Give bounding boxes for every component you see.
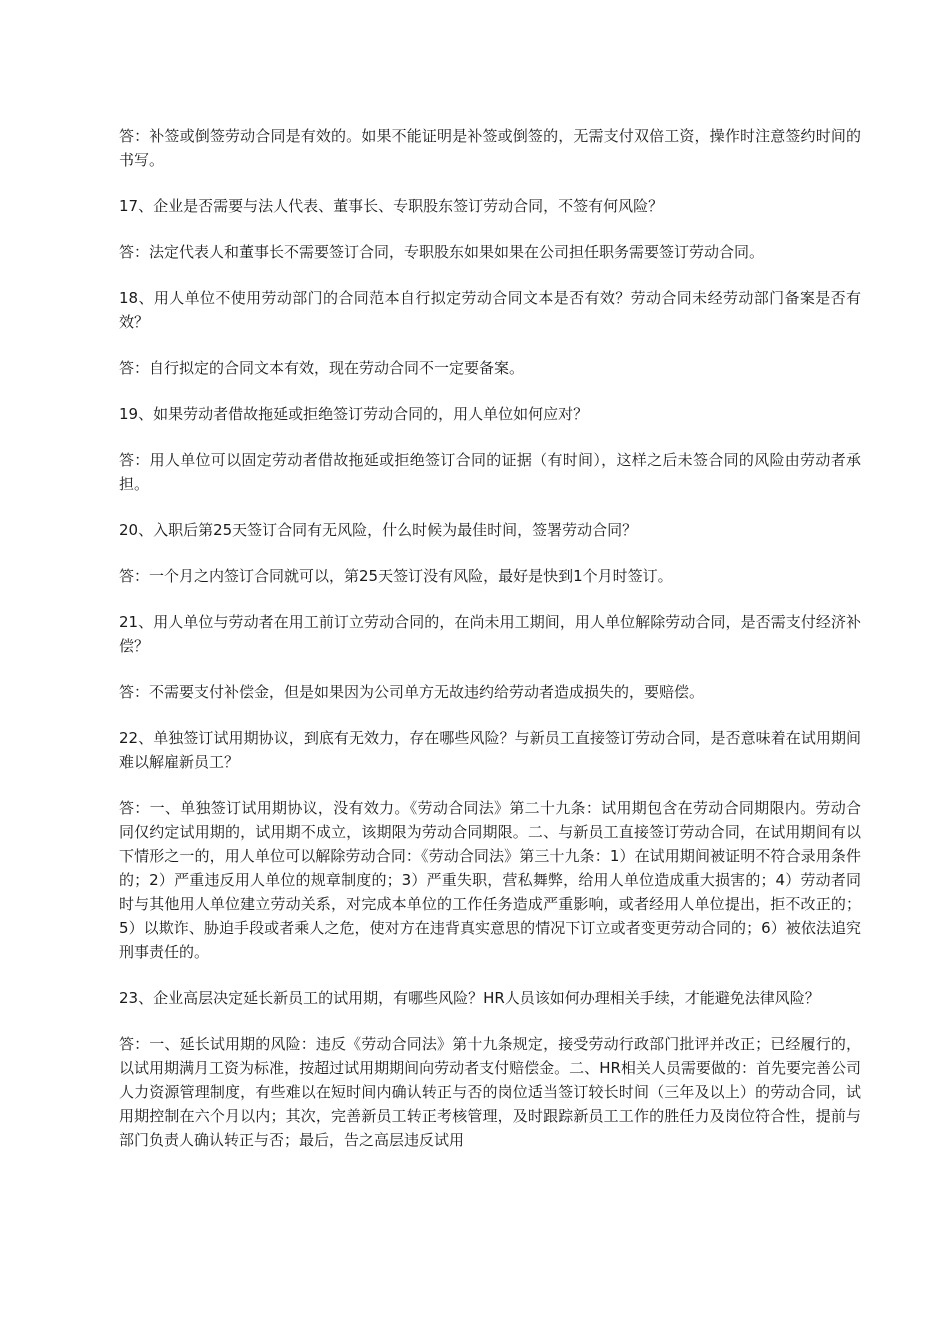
answer-paragraph: 答：用人单位可以固定劳动者借故拖延或拒绝签订合同的证据（有时间），这样之后未签合同的风险由劳动者承担。: [119, 451, 861, 493]
answer-paragraph: 答：法定代表人和董事长不需要签订合同，专职股东如果如果在公司担任职务需要签订劳动合同。: [119, 243, 765, 261]
question-paragraph: 18、用人单位不使用劳动部门的合同范本自行拟定劳动合同文本是否有效？劳动合同未经劳动部门备案是否有效？: [119, 289, 861, 331]
question-paragraph: 21、用人单位与劳动者在用工前订立劳动合同的，在尚未用工期间，用人单位解除劳动合同，是否需支付经济补偿？: [119, 613, 861, 655]
question-paragraph: 20、入职后第25天签订合同有无风险，什么时候为最佳时间，签署劳动合同？: [119, 521, 638, 539]
answer-paragraph: 答：补签或倒签劳动合同是有效的。如果不能证明是补签或倒签的，无需支付双倍工资，操作时注意签约时间的书写。: [119, 127, 861, 169]
question-paragraph: 17、企业是否需要与法人代表、董事长、专职股东签订劳动合同，不签有何风险？: [119, 197, 664, 215]
question-paragraph: 19、如果劳动者借故拖延或拒绝签订劳动合同的，用人单位如何应对？: [119, 405, 589, 423]
answer-paragraph: 答：一、延长试用期的风险：违反《劳动合同法》第十九条规定，接受劳动行政部门批评并改正；已经履行的，以试用期满月工资为标准，按超过试用期期间向劳动者支付赔偿金。二、HR相关人员需要做的：首先要完善公司人力资源管理制度，有些难以在短时间内确认转正与否的岗位适当签订较长时间（三年及以上）的劳动合同，试用期控制在六个月以内；其次，完善新员工转正考核管理，及时跟踪新员工工作的胜任力及岗位符合性，提前与部门负责人确认转正与否；最后，告之高层违反试用: [119, 1035, 861, 1149]
answer-paragraph: 答：一个月之内签订合同就可以，第25天签订没有风险，最好是快到1个月时签订。: [119, 567, 673, 585]
answer-paragraph: 答：一、单独签订试用期协议，没有效力。《劳动合同法》第二十九条：试用期包含在劳动合同期限内。劳动合同仅约定试用期的，试用期不成立，该期限为劳动合同期限。二、与新员工直接签订劳动合同，在试用期间有以下情形之一的，用人单位可以解除劳动合同：《劳动合同法》第三十九条：1）在试用期间被证明不符合录用条件的；2）严重违反用人单位的规章制度的；3）严重失职，营私舞弊，给用人单位造成重大损害的；4）劳动者同时与其他用人单位建立劳动关系，对完成本单位的工作任务造成严重影响，或者经用人单位提出，拒不改正的；5）以欺诈、胁迫手段或者乘人之危，使对方在违背真实意思的情况下订立或者变更劳动合同的；6）被依法追究刑事责任的。: [119, 799, 861, 961]
question-paragraph: 23、企业高层决定延长新员工的试用期，有哪些风险？HR人员该如何办理相关手续，才能避免法律风险？: [119, 989, 820, 1007]
question-paragraph: 22、单独签订试用期协议，到底有无效力，存在哪些风险？与新员工直接签订劳动合同，是否意味着在试用期间难以解雇新员工？: [119, 729, 861, 771]
answer-paragraph: 答：自行拟定的合同文本有效，现在劳动合同不一定要备案。: [119, 359, 525, 377]
document-body: [119, 124, 861, 1174]
answer-paragraph: 答：不需要支付补偿金，但是如果因为公司单方无故违约给劳动者造成损失的，要赔偿。: [119, 683, 705, 701]
